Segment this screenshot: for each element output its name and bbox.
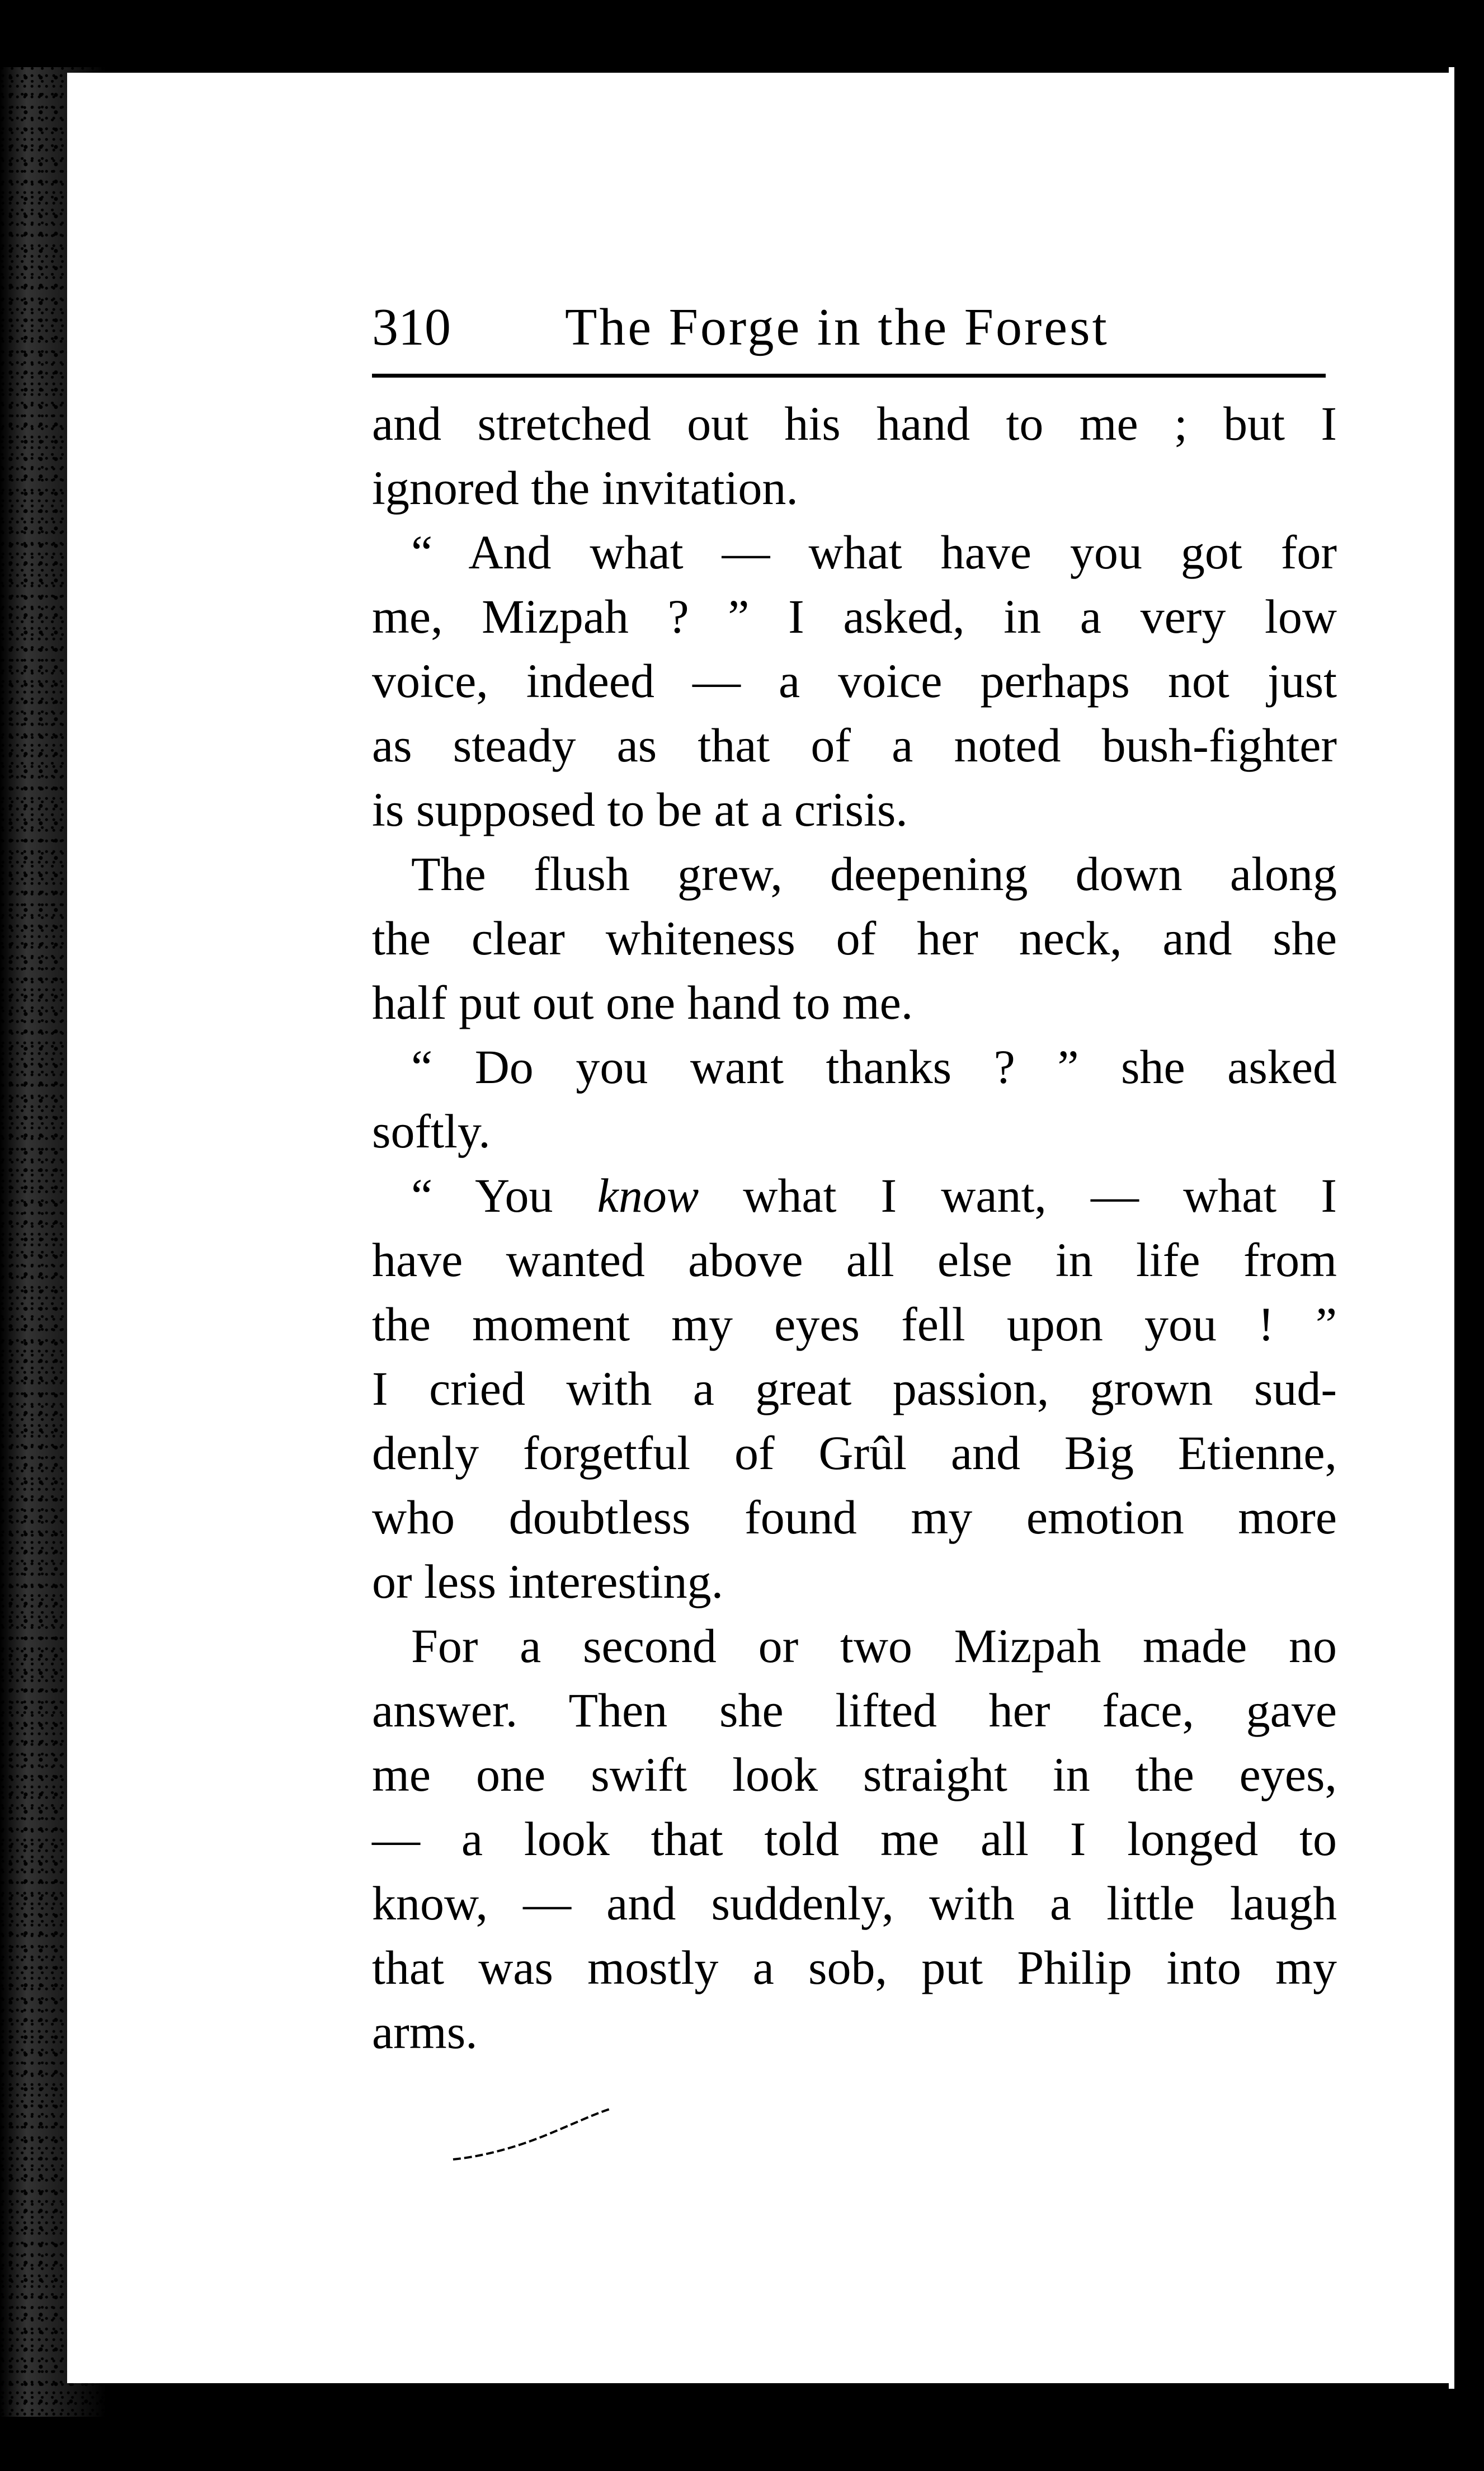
running-header [372, 285, 1326, 369]
text-line: “ And what — what have you got for [411, 525, 1337, 579]
text-line: denly forgetful of Grûl and Big Etienne, [372, 1426, 1337, 1480]
running-title: The Forge in the Forest [565, 298, 1109, 356]
text-line: half put out one hand to me. [372, 976, 913, 1029]
page-edge [1449, 67, 1454, 2389]
emphasis: know [597, 1169, 699, 1222]
text-line: — a look that told me all I longed to [372, 1812, 1337, 1866]
text-line: “ Do you want thanks ? ” she asked [411, 1040, 1337, 1094]
page-number: 310 [372, 298, 451, 356]
pen-flourish [447, 2103, 615, 2171]
text-line: that was mostly a sob, put Philip into my [372, 1941, 1337, 1994]
text-line: know, — and suddenly, with a little laugh [372, 1876, 1337, 1930]
text-line: me, Mizpah ? ” I asked, in a very low [372, 590, 1337, 643]
text-line: arms. [372, 2005, 478, 2059]
text-line: the clear whiteness of her neck, and she [372, 911, 1337, 965]
text-line: or less interesting. [372, 1555, 724, 1608]
text-line: “ You know what I want, — what I [411, 1169, 1337, 1222]
text-line: is supposed to be at a crisis. [372, 783, 908, 836]
text-line: who doubtless found my emotion more [372, 1490, 1337, 1544]
text-line: voice, indeed — a voice perhaps not just [372, 654, 1337, 708]
text-line: For a second or two Mizpah made no [411, 1619, 1337, 1673]
text-line: me one swift look straight in the eyes, [372, 1748, 1337, 1801]
text-line: I cried with a great passion, grown sud- [372, 1362, 1337, 1415]
text-line: the moment my eyes fell upon you ! ” [372, 1297, 1337, 1351]
text-line: softly. [372, 1104, 491, 1158]
text-line: as steady as that of a noted bush-fighter [372, 718, 1337, 772]
header-rule [372, 374, 1326, 378]
text-line: have wanted above all else in life from [372, 1233, 1337, 1287]
text-line: The flush grew, deepening down along [411, 847, 1337, 901]
text-line: ignored the invitation. [372, 461, 798, 515]
text-line: answer. Then she lifted her face, gave [372, 1683, 1337, 1737]
text-line: and stretched out his hand to me ; but I [372, 397, 1337, 450]
body-text [372, 392, 1337, 2064]
